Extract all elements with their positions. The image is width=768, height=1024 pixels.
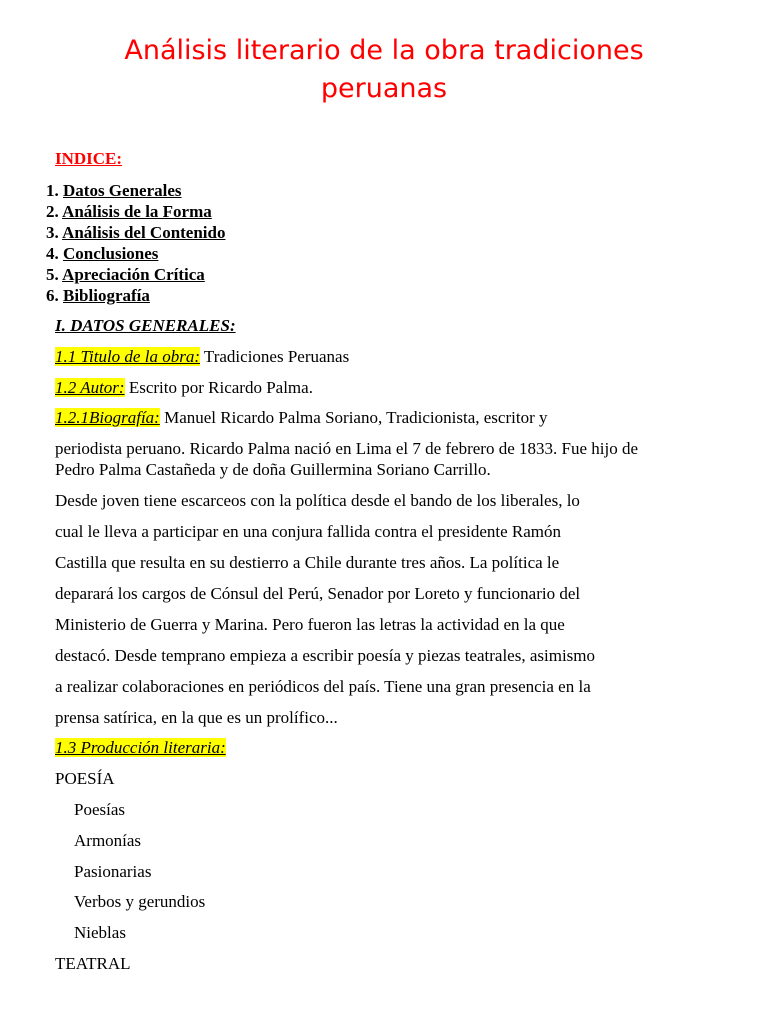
list-item: Nieblas	[74, 923, 126, 942]
toc-link[interactable]: Bibliografía	[63, 286, 150, 305]
toc-item[interactable]	[46, 222, 226, 243]
section-heading: I. DATOS GENERALES:	[55, 316, 236, 335]
toc-number: 1.	[46, 181, 59, 200]
document-title	[0, 32, 768, 108]
toc-item[interactable]	[46, 201, 226, 222]
paragraph-line: periodista peruano. Ricardo Palma nació en Lima el 7 de febrero de 1833. Fue hijo de	[55, 439, 639, 458]
toc-number: 2.	[46, 202, 59, 221]
title-line-2: peruanas	[320, 73, 448, 104]
paragraph-line: deparará los cargos de Cónsul del Perú, Senador por Loreto y funcionario del	[55, 584, 581, 603]
toc-link[interactable]: Análisis de la Forma	[62, 202, 212, 221]
titulo-value: Tradiciones Peruanas	[199, 347, 350, 366]
biografia-label: 1.2.1Biografía:	[55, 408, 160, 427]
toc-link[interactable]: Análisis del Contenido	[62, 223, 226, 242]
toc-item[interactable]	[46, 180, 226, 201]
teatral-heading: TEATRAL	[55, 954, 131, 973]
toc-link[interactable]: Datos Generales	[63, 181, 182, 200]
indice-heading: INDICE:	[55, 149, 123, 168]
paragraph-line: Ministerio de Guerra y Marina. Pero fueron las letras la actividad en la que	[55, 615, 565, 634]
list-item: Poesías	[74, 800, 125, 819]
paragraph-line: a realizar colaboraciones en periódicos del país. Tiene una gran presencia en la	[55, 677, 591, 696]
list-item: Verbos y gerundios	[74, 892, 206, 911]
paragraph-line: Desde joven tiene escarceos con la política desde el bando de los liberales, lo	[55, 491, 580, 510]
toc-link[interactable]: Conclusiones	[63, 244, 159, 263]
titulo-label: 1.1 Titulo de la obra:	[55, 347, 200, 366]
table-of-contents	[46, 180, 226, 306]
autor-label: 1.2 Autor:	[55, 378, 125, 397]
produccion-label: 1.3 Producción literaria:	[55, 738, 226, 757]
toc-item[interactable]	[46, 264, 226, 285]
poesia-heading: POESÍA	[55, 769, 115, 788]
paragraph-line: Pedro Palma Castañeda y de doña Guillermina Soriano Carrillo.	[55, 460, 491, 479]
toc-number: 5.	[46, 265, 59, 284]
titulo-row	[55, 347, 349, 367]
list-item: Pasionarias	[74, 862, 152, 881]
paragraph-line: cual le lleva a participar en una conjura fallida contra el presidente Ramón	[55, 522, 561, 541]
biografia-row	[55, 408, 547, 428]
paragraph-line: Castilla que resulta en su destierro a Chile durante tres años. La política le	[55, 553, 560, 572]
autor-value: Escrito por Ricardo Palma.	[124, 378, 313, 397]
toc-number: 6.	[46, 286, 59, 305]
toc-item[interactable]	[46, 285, 226, 306]
list-item: Armonías	[74, 831, 142, 850]
autor-row	[55, 378, 313, 398]
paragraph-line: prensa satírica, en la que es un prolífico...	[55, 708, 338, 727]
toc-number: 3.	[46, 223, 59, 242]
toc-link[interactable]: Apreciación Crítica	[62, 265, 205, 284]
biografia-value: Manuel Ricardo Palma Soriano, Tradicionista, escritor y	[159, 408, 548, 427]
toc-number: 4.	[46, 244, 59, 263]
paragraph-line: destacó. Desde temprano empieza a escribir poesía y piezas teatrales, asimismo	[55, 646, 596, 665]
toc-item[interactable]	[46, 243, 226, 264]
title-line-1: Análisis literario de la obra tradiciones	[124, 35, 644, 66]
produccion-row	[55, 738, 226, 758]
